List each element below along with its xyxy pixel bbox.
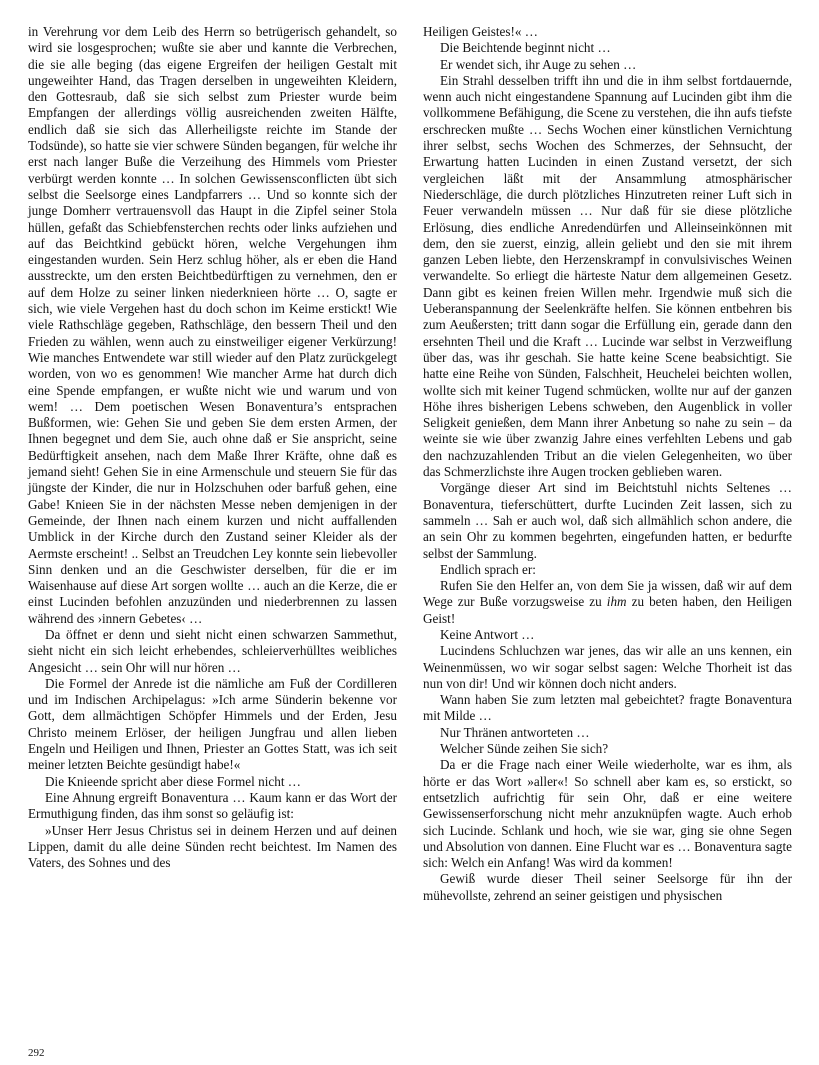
paragraph: Die Knieende spricht aber diese Formel nicht … [45, 773, 301, 789]
paragraph-text: zu beten haben, den Heiligen Geist! [423, 594, 792, 626]
paragraph: Da er die Frage nach einer Weile wiederholte, war es ihm, als hörte er das Wort »aller«! So schnell aber kam es, so erstickt, so entsetzlich aufrichtig für sein Ohr, daß er eine weitere Gewissenserforschung nicht mehr anzuknüpfen wagte. Auch erhob sich Lucinde. Schlank und hoch, wie sie war, ging sie ohne Segen und Absolution von dannen. Eine Flucht war es … Bonaventura sagte sich: Welch ein Anfang! Was wird da kommen! [423, 757, 792, 871]
text-columns [28, 24, 792, 904]
paragraph: Ein Strahl desselben trifft ihn und die in ihm selbst fortdauernde, wenn auch nicht eingestandene Spannung auf Lucinden gibt ihm die vollkommene Befähigung, die Scene zu verstehen, die ihn aufs tiefste erschrecken mußte … Sechs Wochen einer künstlichen Vernichtung ihrer selbst, sechs Wochen des Schmerzes, der Sehnsucht, der Erwartung hatten Lucinden in einen Zustand versetzt, der sich vergleichen läßt mit der Ansammlung atmosphärischer Niederschläge, die durch plötzliches Hinzutreten reiner Luft sich in Feuer verwandeln müssen … Nur daß für sie diese plötzliche Erlösung, dies endliche Anredendürfen und Alleinseinkönnen mit dem, den sie zuerst, einzig, allein geliebt und den sie mit ihrem ganzen Leben liebte, den Herzenskrampf in convulsivisches Weinen verwandelte. So erliegt die härteste Natur dem allgemeinen Gesetz. Dann gibt es keinen freien Willen mehr. Irgendwie muß sich die Ueberanspannung der Seelenkräfte helfen. Sie können entbehren bis zum Aeußersten; tritt dann sogar die Erfüllung ein, gerade dann den ersehnten Theil und die Kraft … Lucinde war selbst in Verzweiflung über das, was ihr geschah. Sie hatte keine Scene beabsichtigt. Sie hatte eine Reihe von Sünden, Falschheit, Heuchelei beichten wollen, wollte sich mit keiner Tugend schmücken, wollte nur auf der ganzen Höhe ihres bisherigen Lebens schweben, den Augenblick in voller Seligkeit genießen, dem Mann ihrer Anbetung so nahe zu sein – da weinte sie wie über zwanzig Jahre eines verfehlten Lebens und gab den nachzuzahlenden Tribut an die vielen Gelegenheiten, wo über das Schmerzlichste ihre Augen trocken geblieben waren. [423, 72, 792, 480]
paragraph: Eine Ahnung ergreift Bonaventura … Kaum kann er das Wort der Ermuthigung finden, das ihm sonst so geläufig ist: [28, 789, 397, 822]
paragraph-text: Rufen Sie den Helfer an, von dem Sie ja wissen, daß wir auf dem Wege zur Buße vorzugsweise zu [423, 578, 792, 610]
paragraph-continuation: Heiligen Geistes!« … [423, 24, 538, 39]
paragraph: Gewiß wurde dieser Theil seiner Seelsorge für ihn der mühevollste, zehrend an seiner geistigen und physischen [423, 871, 792, 903]
paragraph: Da öffnet er denn und sieht nicht einen schwarzen Sammethut, sieht nicht ein sich leicht erhebendes, schleierverhülltes weibliches Angesicht … sein Ohr will nur hören … [28, 626, 397, 675]
paragraph [423, 578, 792, 627]
paragraph: »Unser Herr Jesus Christus sei in deinem Herzen und auf deinen Lippen, damit du alle deine Sünden recht beichtest. Im Namen des Vaters, des Sohnes und des [28, 822, 397, 871]
paragraph-continuation: in Verehrung vor dem Leib des Herrn so betrügerisch gehandelt, so wird sie losgesprochen; wußte sie aber und kannte die Verbrechen, die sie alle beging (das eigene Ergreifen der heiligen Gestalt mit ungeweihter Hand, das Tragen derselben in ungeweihten Kleidern, den Gottesraub, daß sie sich selbst zum Priester wurde beim Empfangen der allerdings völlig ausreichenden zweiten Hälfte, endlich daß sie sich das Allerheiligste reichte im Stande der Todsünde), so hatte sie vier schwere Sünden begangen, für welche ihr erst nach langer Buße die Verzeihung des Himmels vom Priester verbürgt werden konnte … In solchen Gewissensconflicten übt sich selbst die Seelsorge eines Landpfarrers … Und so konnte sich der junge Domherr vertrauensvoll das Haupt in die Zipfel seiner Stola hüllen, gefaßt das Schiebfensterchen rechts oder links aufziehen und auf das Beichtkind gebückt hören, welche Vergehungen ihm eingestanden wurden. Sein Herz schlug höher, als er eben die Hand ausstreckte, um den ersten Beichtbedürftigen zu vernehmen, den er auf dem Holze zu seiner linken niederknieen hörte … O, sagte er sich, wie viele Vergehen hast du doch schon im Keime erstickt! Wie viele Rathschläge gegeben, Rathschläge, den bessern Theil und den Frieden zu wählen, wenn auch zu einstweiliger eigener Verkürzung! Wie manches Entwendete war still wieder auf den Platz zurückgelegt worden, von wo es genommen! Wie mancher Arme hat durch dich eine Spende empfangen, er wußte nicht wie und warum und von wem! … Dem poetischen Wesen Bonaventura’s entsprachen Bußformen, wie: Gehen Sie und geben Sie dem ersten Armen, der Ihnen begegnet und dem Sie, auch ohne daß er Sie anspricht, seine Bedürftigkeit ansehen, nach dem Maße Ihrer Kräfte, ohne daß es jemand sieht! Gehen Sie in eine Armenschule und steuern Sie für das jüngste der Kinder, die nur in Holzschuhen oder barfuß gehen, eine Gabe! Knieen Sie in der nächsten Messe neben demjenigen in der Gemeinde, der Ihnen nach einem kurzen und nicht auffallenden Umblick in der Kirche durch den Zustand seiner Kleider als der Aermste erscheint! .. Selbst an Treudchen Ley konnte sein liebevoller Sinn denken und an die Geschwister derselben, für die er im Waisenhause auf diese Art sorgen wollte … auch an die Kerze, die er einst Lucinden befohlen anzuzünden und niederbrennen zu lassen während des ›innern Gebetes‹ … [28, 24, 397, 626]
paragraph: Keine Antwort … [440, 626, 535, 642]
paragraph: Welcher Sünde zeihen Sie sich? [440, 741, 609, 757]
paragraph: Die Formel der Anrede ist die nämliche am Fuß der Cordilleren und im Indischen Archipelagus: »Ich arme Sünderin bekenne vor Gott, dem allmächtigen Schöpfer Himmels und der Erden, Jesu Christo meinem Erlöser, der heiligen Jungfrau und allen lieben Engeln und Heiligen und Ihnen, Priester an Gottes Statt, was ich seit meiner letzten Beichte gesündigt habe!« [28, 675, 397, 773]
paragraph: Endlich sprach er: [440, 561, 536, 577]
emphasized-word: ihm [606, 594, 627, 610]
text-column-left [28, 24, 397, 904]
text-column-right [423, 24, 792, 904]
paragraph: Vorgänge dieser Art sind im Beichtstuhl nichts Seltenes … Bonaventura, tieferschüttert, durfte Lucinden Zeit lassen, sich zu sammeln … Sah er auch wol, daß sich allmählich schon andere, die an sein Ohr zu kommen begehrten, eingefunden hatten, er bedurfte selbst der Sammlung. [423, 480, 792, 561]
paragraph: Nur Thränen antworteten … [440, 724, 590, 740]
paragraph: Wann haben Sie zum letzten mal gebeichtet? fragte Bonaventura mit Milde … [423, 692, 792, 724]
paragraph: Er wendet sich, ihr Auge zu sehen … [440, 56, 637, 72]
paragraph: Die Beichtende beginnt nicht … [440, 40, 611, 56]
paragraph: Lucindens Schluchzen war jenes, das wir alle an uns kennen, ein Weinenmüssen, wo wir sogar selbst sagen: Welche Thorheit ist das nun von dir! Und wir können doch nicht anders. [423, 643, 792, 691]
page-number: 292 [28, 1047, 45, 1059]
